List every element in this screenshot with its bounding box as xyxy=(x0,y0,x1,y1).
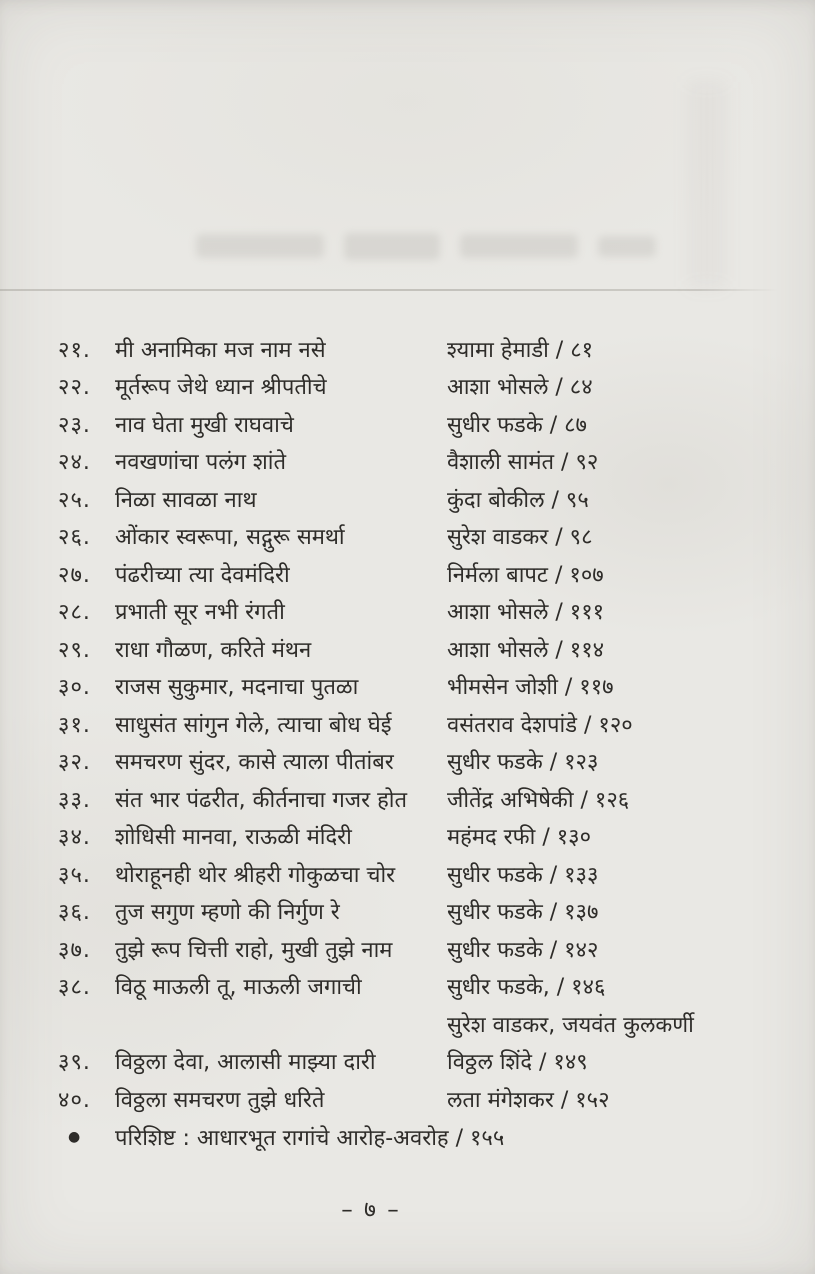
toc-entry-title: तुझे रूप चित्ती राहो, मुखी तुझे नाम xyxy=(115,937,393,963)
toc-row xyxy=(58,480,760,518)
toc-entry-credit: आशा भोसले / १११ xyxy=(447,600,605,626)
toc-entry-number: ३५. xyxy=(58,862,91,888)
toc-entry-credit: आशा भोसले / ११४ xyxy=(447,637,605,663)
toc-entry-credit: सुधीर फडके, / १४६ xyxy=(447,975,606,1001)
toc-row xyxy=(58,818,760,856)
appendix-row xyxy=(58,1118,760,1156)
toc-entry-title: ओंकार स्वरूपा, सद्गुरू समर्था xyxy=(115,525,345,551)
header-showthrough-text xyxy=(196,224,656,268)
toc-entry-title: प्रभाती सूर नभी रंगती xyxy=(115,600,285,626)
toc-entry-credit: सुरेश वाडकर / ९८ xyxy=(447,525,593,551)
toc-row xyxy=(58,443,760,481)
toc-entry-number: २१. xyxy=(58,337,91,363)
toc-entry-title: राजस सुकुमार, मदनाचा पुतळा xyxy=(115,675,359,701)
toc-entry-number: २९. xyxy=(58,637,91,663)
toc-entry-credit: लता मंगेशकर / १५२ xyxy=(447,1087,610,1113)
toc-entry-credit: सुरेश वाडकर, जयवंत कुलकर्णी xyxy=(447,1012,694,1038)
toc-entry-number: २६. xyxy=(58,525,91,551)
toc-entry-credit: सुधीर फडके / १३३ xyxy=(447,862,599,888)
toc-entry-credit: सुधीर फडके / ८७ xyxy=(447,412,587,438)
toc-row xyxy=(58,368,760,406)
toc-entry-title: थोराहूनही थोर श्रीहरी गोकुळचा चोर xyxy=(115,862,396,888)
toc-entry-number: २५. xyxy=(58,487,91,513)
toc-entry-credit: विठ्ठल शिंदे / १४९ xyxy=(447,1050,588,1076)
toc-row xyxy=(58,518,760,556)
toc-entry-title: विठू माऊली तू, माऊली जगाची xyxy=(115,975,362,1001)
toc-entry-title: शोधिसी मानवा, राऊळी मंदिरी xyxy=(115,825,352,851)
toc-entry-number: ३७. xyxy=(58,937,91,963)
toc-entry-number: ३९. xyxy=(58,1050,91,1076)
toc-entry-number: २७. xyxy=(58,562,91,588)
toc-entry-number: ३०. xyxy=(58,675,91,701)
toc-entry-number: २२. xyxy=(58,375,91,401)
toc-entry-credit: सुधीर फडके / १४२ xyxy=(447,937,599,963)
toc-entry-number: २४. xyxy=(58,450,91,476)
toc-row xyxy=(58,555,760,593)
toc-row xyxy=(58,893,760,931)
showthrough-word-blob xyxy=(196,234,324,258)
toc-entry-title: मी अनामिका मज नाम नसे xyxy=(115,337,326,363)
toc-row xyxy=(58,855,760,893)
toc-entry-credit: वसंतराव देशपांडे / १२० xyxy=(447,712,633,738)
showthrough-word-blob xyxy=(598,236,656,257)
toc-entry-title: मूर्तरूप जेथे ध्यान श्रीपतीचे xyxy=(115,375,327,401)
toc-row xyxy=(58,968,760,1006)
toc-entry-title: विठ्ठला देवा, आलासी माझ्या दारी xyxy=(115,1050,376,1076)
toc-entry-credit: भीमसेन जोशी / ११७ xyxy=(447,675,614,701)
toc-entry-title: निळा सावळा नाथ xyxy=(115,487,257,513)
showthrough-word-blob xyxy=(344,233,440,260)
toc-entry-title: साधुसंत सांगुन गेले, त्याचा बोध घेई xyxy=(115,712,392,738)
toc-row xyxy=(58,630,760,668)
toc-row xyxy=(58,780,760,818)
toc-entry-credit: सुधीर फडके / १२३ xyxy=(447,750,599,776)
page-number: – ७ – xyxy=(341,1197,401,1223)
toc-entry-title: समचरण सुंदर, कासे त्याला पीतांबर xyxy=(115,750,394,776)
toc-row xyxy=(58,405,760,443)
toc-entry-number: ३४. xyxy=(58,825,91,851)
toc-row-continuation xyxy=(58,1005,760,1043)
toc-entry-credit: आशा भोसले / ८४ xyxy=(447,375,593,401)
toc-entry-title: पंढरीच्या त्या देवमंदिरी xyxy=(115,562,290,588)
showthrough-word-blob xyxy=(460,234,578,258)
toc-row xyxy=(58,705,760,743)
toc-entry-number: ३१. xyxy=(58,712,91,738)
toc-entry-number: ३६. xyxy=(58,900,91,926)
toc-entry-credit: निर्मला बापट / १०७ xyxy=(447,562,604,588)
toc-entry-title: नवखणांचा पलंग शांते xyxy=(115,450,286,476)
toc-row xyxy=(58,330,760,368)
toc-entry-credit: श्यामा हेमाडी / ८१ xyxy=(447,337,594,363)
appendix-text: परिशिष्ट : आधारभूत रागांचे आरोह-अवरोह / १५५ xyxy=(115,1125,505,1151)
toc-entry-credit: कुंदा बोकील / ९५ xyxy=(447,487,589,513)
toc-entry-number: ४०. xyxy=(58,1087,91,1113)
toc-entry-number: ३२. xyxy=(58,750,91,776)
table-of-contents xyxy=(58,330,760,1156)
toc-row xyxy=(58,743,760,781)
toc-row xyxy=(58,1080,760,1118)
toc-entry-title: संत भार पंढरीत, कीर्तनाचा गजर होत xyxy=(115,787,407,813)
toc-row xyxy=(58,930,760,968)
toc-entry-title: विठ्ठला समचरण तुझे धरिते xyxy=(115,1087,325,1113)
toc-entry-number: २८. xyxy=(58,600,91,626)
toc-entry-credit: जीतेंद्र अभिषेकी / १२६ xyxy=(447,787,630,813)
toc-entry-credit: सुधीर फडके / १३७ xyxy=(447,900,599,926)
header-divider xyxy=(0,289,778,291)
toc-entry-number: २३. xyxy=(58,412,91,438)
toc-row xyxy=(58,593,760,631)
toc-entry-number: ३३. xyxy=(58,787,91,813)
toc-entry-title: तुज सगुण म्हणो की निर्गुण रे xyxy=(115,900,340,926)
bullet-icon: ● xyxy=(68,1128,82,1145)
toc-entry-title: नाव घेता मुखी राघवाचे xyxy=(115,412,294,438)
toc-entry-number: ३८. xyxy=(58,975,91,1001)
toc-entry-credit: वैशाली सामंत / ९२ xyxy=(447,450,599,476)
toc-row xyxy=(58,1043,760,1081)
scan-shadow xyxy=(689,82,725,287)
toc-row xyxy=(58,668,760,706)
toc-entry-credit: महंमद रफी / १३० xyxy=(447,825,592,851)
toc-entry-title: राधा गौळण, करिते मंथन xyxy=(115,637,312,663)
